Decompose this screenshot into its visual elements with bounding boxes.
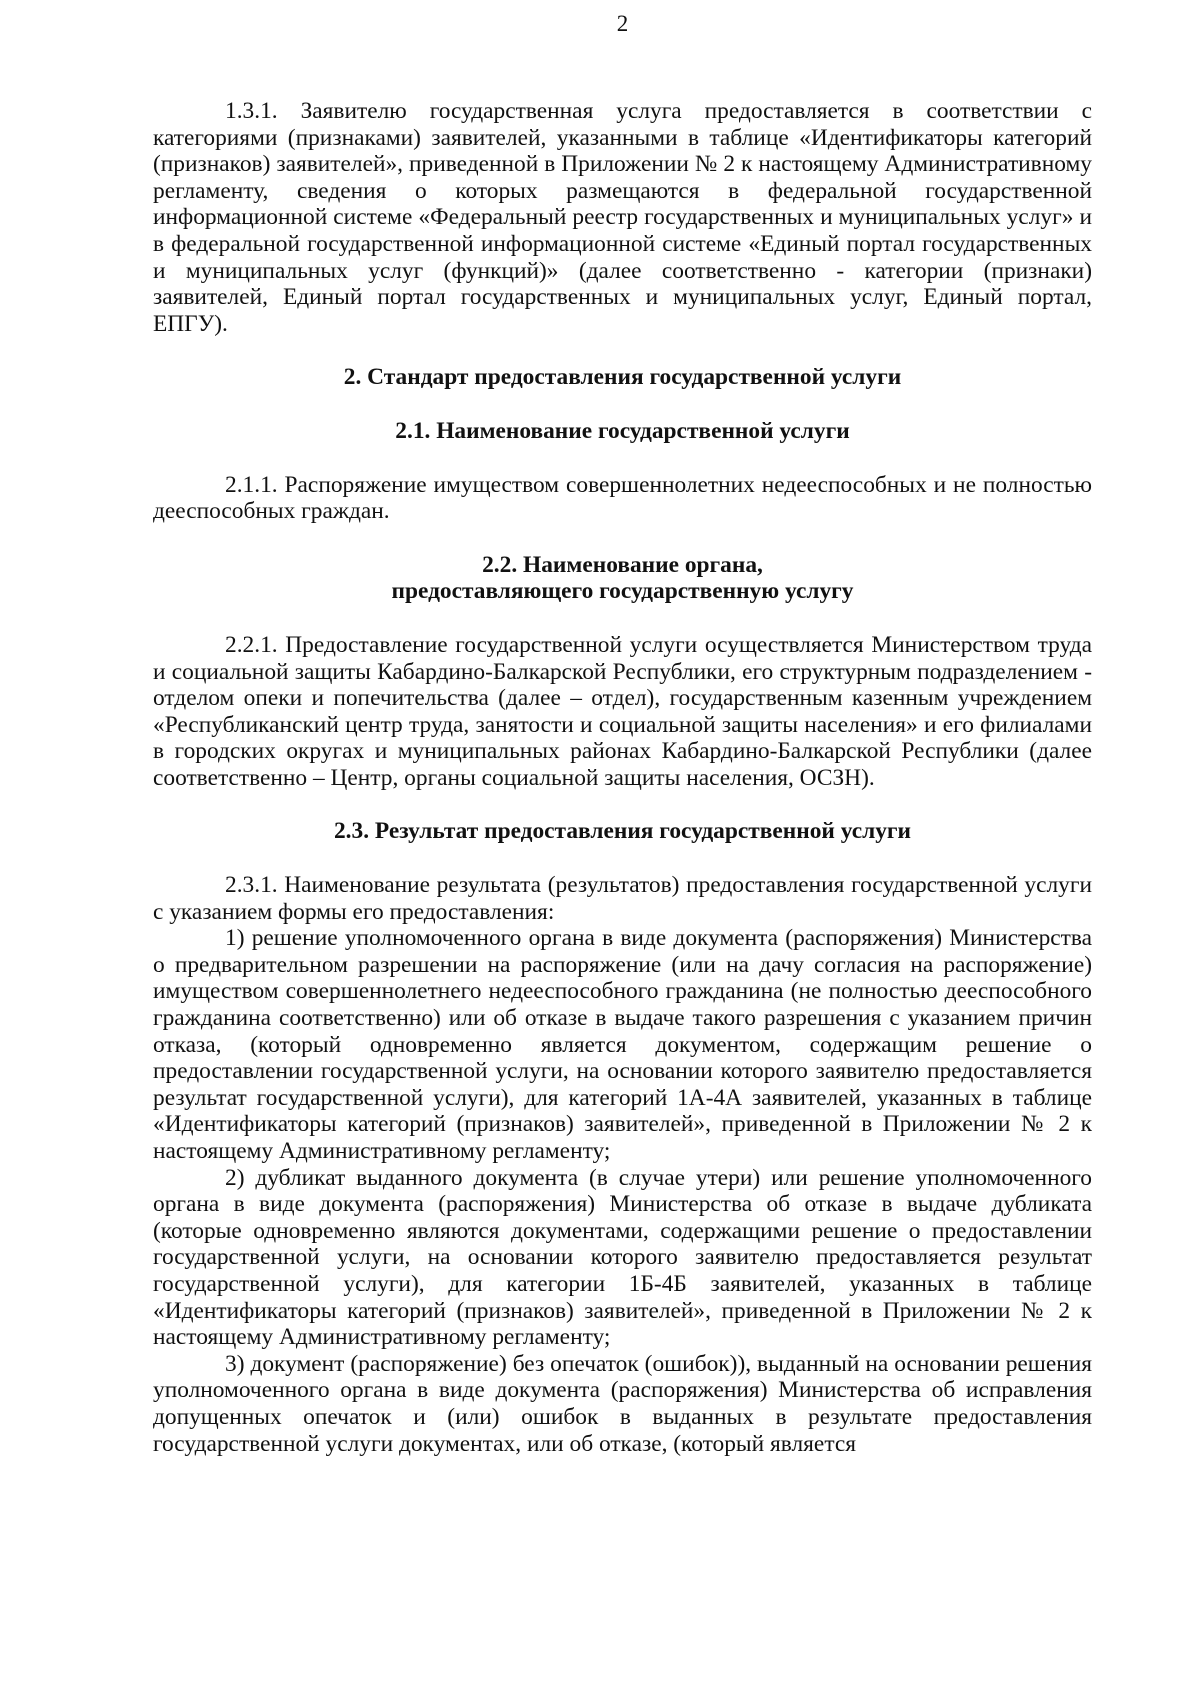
document-body bbox=[153, 98, 1092, 1457]
section-2-2-heading bbox=[153, 552, 1092, 605]
list-item-3: 3) документ (распоряжение) без опечаток (ошибок)), выданный на основании решения уполномоченного органа в виде документа (распоряжения) Министерства об исправления допущенных опечаток и (или) ошибок в выданных в результате предоставления государственной услуги документах, или об отказе, (который является bbox=[153, 1350, 1092, 1457]
list-item-2: 2) дубликат выданного документа (в случае утери) или решение уполномоченного органа в виде документа (распоряжения) Министерства об отказе в выдаче дубликата (которые одновременно являются документами, содержащими решение о предоставлении государственной услуги, на основании которого заявителю предоставляется результат государственной услуги), для категории 1Б-4Б заявителей, указанных в таблице «Идентификаторы категорий (признаков) заявителей», приведенной в Приложении № 2 к настоящему Административному регламенту; bbox=[153, 1164, 1092, 1351]
paragraph-2-1-1: 2.1.1. Распоряжение имуществом совершеннолетних недееспособных и не полностью дееспособных граждан. bbox=[153, 471, 1092, 525]
paragraph-2-2-1: 2.2.1. Предоставление государственной услуги осуществляется Министерством труда и социальной защиты Кабардино-Балкарской Республики, его структурным подразделением - отделом опеки и попечительства (далее – отдел), государственным казенным учреждением «Республиканский центр труда, занятости и социальной защиты населения» и его филиалами в городских округах и муниципальных районах Кабардино-Балкарской Республики (далее соответственно – Центр, органы социальной защиты населения, ОСЗН). bbox=[153, 631, 1092, 791]
section-2-2-heading-line-2: предоставляющего государственную услугу bbox=[391, 578, 854, 605]
section-2-1-heading: 2.1. Наименование государственной услуги bbox=[395, 417, 850, 444]
list-item-1: 1) решение уполномоченного органа в виде документа (распоряжения) Министерства о предварительном разрешении на распоряжение (или на дачу согласия на распоряжение) имуществом совершеннолетнего недееспособного гражданина (не полностью дееспособного гражданина соответственно) или об отказе в выдаче такого разрешения с указанием причин отказа, (который одновременно является документом, содержащим решение о предоставлении государственной услуги, на основании которого заявителю предоставляется результат государственной услуги), для категорий 1А-4А заявителей, указанных в таблице «Идентификаторы категорий (признаков) заявителей», приведенной в Приложении № 2 к настоящему Административному регламенту; bbox=[153, 925, 1092, 1164]
page-number: 2 bbox=[616, 11, 629, 36]
section-2-heading: 2. Стандарт предоставления государственной услуги bbox=[343, 364, 902, 391]
section-2-2-heading-line-1: 2.2. Наименование органа, bbox=[482, 551, 763, 578]
section-2-3-heading: 2.3. Результат предоставления государственной услуги bbox=[333, 818, 912, 845]
paragraph-1-3-1: 1.3.1. Заявителю государственная услуга предоставляется в соответствии с категориями (признаками) заявителей, указанными в таблице «Идентификаторы категорий (признаков) заявителей», приведенной в Приложении № 2 к настоящему Административному регламенту, сведения о которых размещаются в федеральной государственной информационной системе «Федеральный реестр государственных и муниципальных услуг» и в федеральной государственной информационной системе «Единый портал государственных и муниципальных услуг (функций)» (далее соответственно - категории (признаки) заявителей, Единый портал государственных и муниципальных услуг, Единый портал, ЕПГУ). bbox=[153, 98, 1092, 337]
paragraph-2-3-1: 2.3.1. Наименование результата (результатов) предоставления государственной услуги с указанием формы его предоставления: bbox=[153, 872, 1092, 925]
